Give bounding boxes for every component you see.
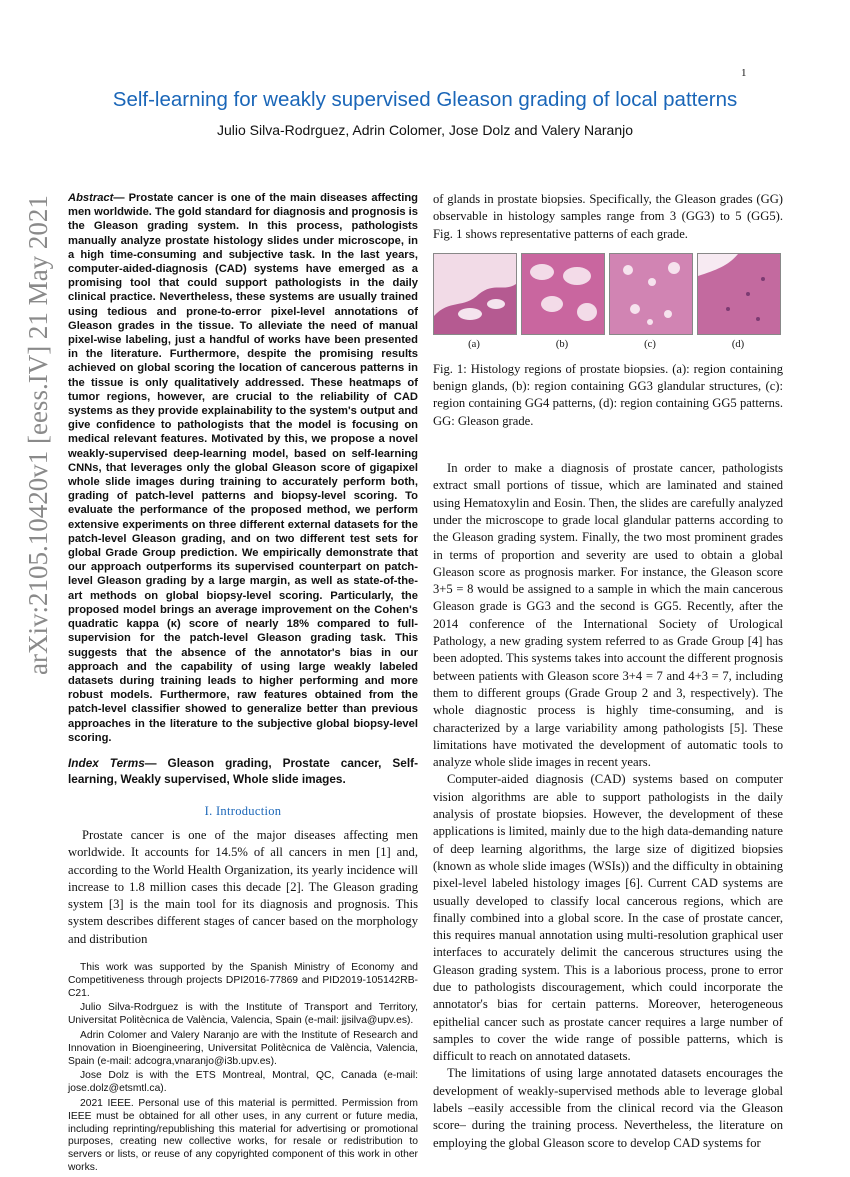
histology-image-d	[697, 253, 781, 335]
index-terms-label: Index Terms	[68, 755, 145, 770]
section-heading-introduction: I. Introduction	[204, 803, 282, 818]
arxiv-stamp: arXiv:2105.10420v1 [eess.IV] 21 May 2021	[23, 195, 53, 675]
footnote-author-2: Adrin Colomer and Valery Naranjo are with the Institute of Research and Innovation in Bioengineering, Universitat Politècnica de València, Valencia, Spain (e-mail: adcogra,vnaranjo@i3b.upv.es).	[68, 1029, 418, 1067]
abstract	[68, 191, 418, 745]
figure-label-a: (a)	[468, 338, 480, 350]
abstract-label: Abstract	[68, 192, 114, 204]
page-number: 1	[741, 67, 747, 79]
histology-image-a	[433, 253, 517, 335]
right-paragraph-0: of glands in prostate biopsies. Specifically, the Gleason grades (GG) observable in histology samples range from 3 (GG3) to 5 (GG5). Fig. 1 shows representative patterns of each grade.	[433, 192, 783, 241]
figure-label-c: (c)	[644, 338, 656, 350]
histology-image-c	[609, 253, 693, 335]
footnote-author-1: Julio Silva-Rodrguez is with the Institute of Transport and Territory, Universitat Politècnica de València, Valencia, Spain (e-mail: jjsilva@upv.es).	[68, 1002, 418, 1027]
footnote-copyright: 2021 IEEE. Personal use of this material is permitted. Permission from IEEE must be obtained for all other uses, in any current or future media, including reprinting/republishing this material for advertising or promotional purposes, creating new collective works, for resale or redistribution to servers or lists, or reuse of any copyrighted component of this work in other works.	[68, 1097, 418, 1173]
index-terms	[68, 755, 418, 787]
figure-label-d: (d)	[731, 338, 745, 350]
author-list: Julio Silva-Rodrguez, Adrin Colomer, Jose Dolz and Valery Naranjo	[216, 122, 634, 138]
figure-caption: Fig. 1: Histology regions of prostate biopsies. (a): region containing benign glands, (b): region containing GG3 glandular structures, (c): region containing GG4 patterns, (d): region containing GG5 patterns. GG: Gleason grade.	[433, 361, 783, 428]
intro-paragraph-1: Prostate cancer is one of the major diseases affecting men worldwide. It accounts for 14.5% of all cancers in men [1] and, according to the World Health Organization, its yearly incidence will increase to 1.8 million cases this decade [2]. The Gleason grading system [3] is the main tool for its diagnosis and prognosis. This system describes different stages of cancer based on the morphology and distribution	[68, 827, 418, 946]
right-paragraph-2: Computer-aided diagnosis (CAD) systems based on computer vision algorithms are able to support pathologists in the daily analysis of prostate biopsies. However, the development of these applications is limited, mainly due to the high data-demanding nature of deep learning algorithms, the large size of digitized biopsies (known as whole slide images (WSIs)) and the difficulty in obtaining pixel-level labeled histology images [6]. Current CAD systems are usually developed to classify local cancerous regions, which are finally combined into a global score. In the case of prostate cancer, this requires manual annotation using multi-resolution graphical user interfaces to accurately delimit the cancerous structures using the Gleason grading system. This is a laborious process, prone to error due to pathologists discouragement, which could incorporate the annotator's bias for certain patterns. Moreover, heterogeneous epithelial cancer such as prostate cancer requires a large number of samples to cover the wide range of possible patterns, which is difficult to reach on annotated datasets.	[433, 772, 783, 1064]
right-column	[433, 191, 783, 1152]
right-paragraph-1: In order to make a diagnosis of prostate cancer, pathologists extract small portions of tissue, which are laminated and stained using Hematoxylin and Eosin. Then, the slides are carefully analyzed under the microscope to grade local glandular patterns according to the Gleason grading system. Finally, the two most prominent grades in terms of proportion and severity are used to obtain a global Gleason score as prognosis marker. For instance, the Gleason score 3+5 = 8 would be assigned to a sample in which the main cancerous Gleason grade is GG3 and the second is GG5. Recently, after the 2014 conference of the International Society of Urological Pathology, a new grading system referred to as Grade Group [4] has been adopted. This systems takes into account the different prognosis between patients with Gleason score 3+4 = 7 and 4+3 = 7, including them to different groups (Grade Group 2 and 3, respectively). The whole diagnostic process is highly time-consuming, and is characterized by a large variability among pathologists [5]. These limitations have motivated the development of automatic tools to analyze whole slide images in recent years.	[433, 461, 783, 770]
right-paragraph-3: The limitations of using large annotated datasets encourages the development of weakly-supervised methods able to leverage global labels –easily accessible from the clinical record via the Gleason score– during the training process. Nevertheless, the literature on employing the global Gleason score to develop CAD systems for	[433, 1066, 783, 1150]
footnotes	[68, 962, 418, 1175]
paper-title: Self-learning for weakly supervised Gleason grading of local patterns	[112, 88, 738, 111]
figure-label-b: (b)	[555, 338, 569, 350]
footnote-funding: This work was supported by the Spanish Ministry of Economy and Competitiveness through projects DPI2016-77869 and PID2019-105142RB-C21.	[68, 962, 418, 999]
abstract-text: — Prostate cancer is one of the main diseases affecting men worldwide. The gold standard for diagnosis and prognosis is the Gleason grading system. In this process, pathologists manually analyze prostate histology slides under microscope, in a high time-consuming and subjective task. In the last years, computer-aided-diagnosis (CAD) systems have emerged as a promising tool that could support pathologists in the daily clinical practice. Nevertheless, these systems are usually trained using tedious and prone-to-error pixel-level annotations of Gleason grades in the tissue. To alleviate the need of manual pixel-wise labeling, just a handful of works have been presented in the literature. Furthermore, despite the promising results achieved on global scoring the location of cancerous patterns in the tissue is only qualitatively addressed. These heatmaps of tumor regions, however, are crucial to the reliability of CAD systems as they provide explainability to the system's output and give confidence to pathologists that the model is focusing on medical relevant features. Motivated by this, we propose a novel weakly-supervised deep-learning model, based on self-learning CNNs, that leverages only the global Gleason score of gigapixel whole slide images during training to accurately perform both, grading of patch-level patterns and biopsy-level scoring. To evaluate the performance of the proposed method, we perform extensive experiments on three different external datasets for the patch-level Gleason grading, and on two different test sets for global Grade Group prediction. We empirically demonstrate that our approach outperforms its supervised counterpart on patch-level Gleason grading by a large margin, as well as state-of-the-art methods on global biopsy-level scoring. Particularly, the proposed model brings an average improvement on the Cohen's quadratic kappa (κ) score of nearly 18% compared to full-supervision for the patch-level Gleason grading task. This suggests that the absence of the annotator's bias in our approach and the capability of using large weakly labeled datasets during training leads to higher performing and more robust models. Furthermore, raw features obtained from the patch-level classifier showed to generalize better than previous approaches in the literature to the subjective global biopsy-level scoring.	[68, 192, 418, 744]
index-terms-text: — Gleason grading, Prostate cancer, Self-learning, Weakly supervised, Whole slide images.	[68, 755, 418, 786]
histology-image-b	[521, 253, 605, 335]
figure-1	[433, 253, 783, 350]
left-column	[68, 191, 418, 1177]
footnote-author-3: Jose Dolz is with the ETS Montreal, Montral, QC, Canada (e-mail: jose.dolz@etsmtl.ca).	[68, 1070, 418, 1095]
